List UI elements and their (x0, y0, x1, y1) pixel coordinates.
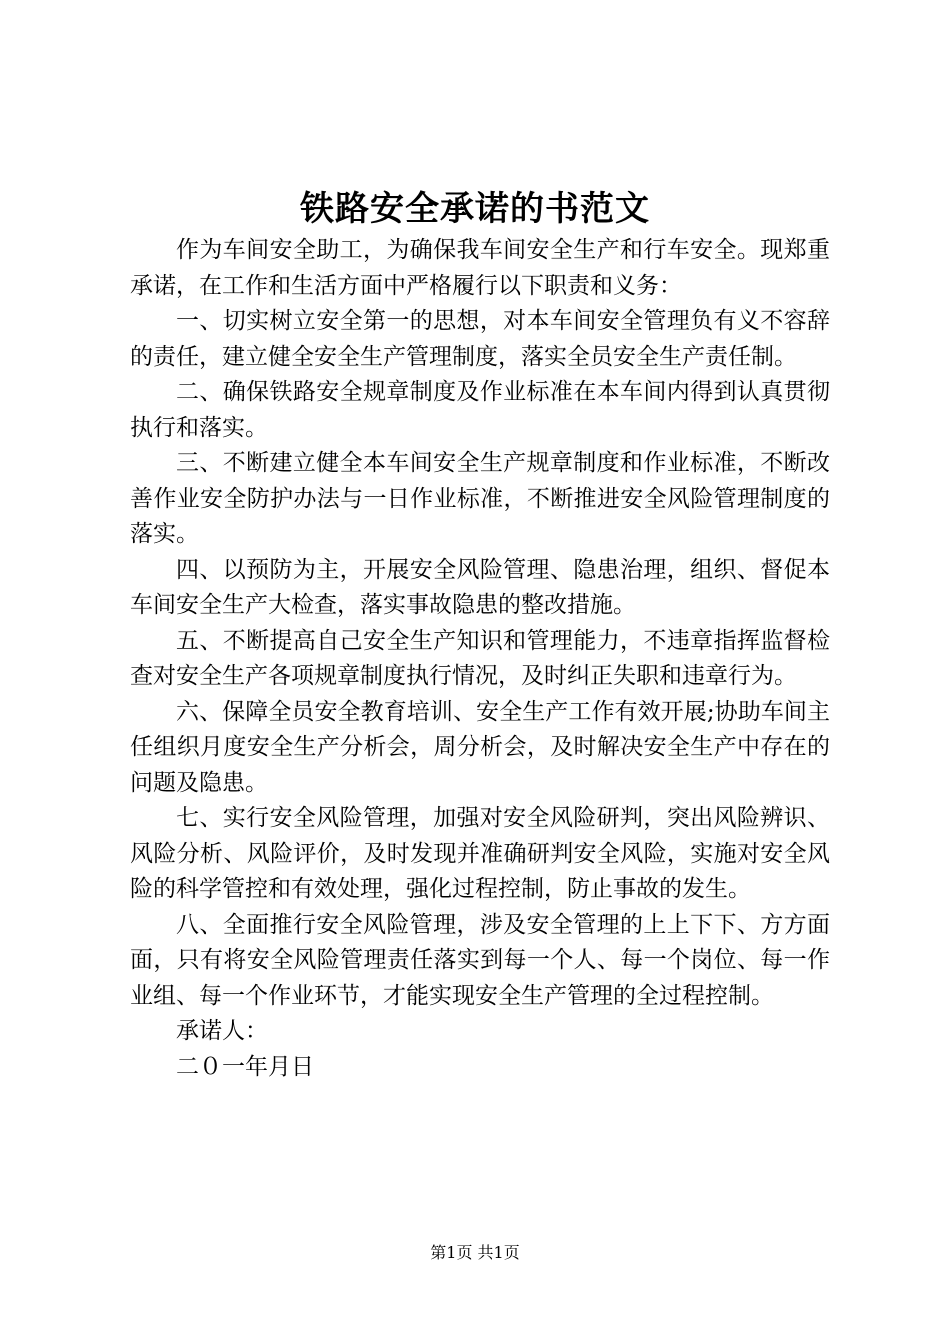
document-body (130, 233, 830, 1085)
paragraph-item-1: 一、切实树立安全第一的思想，对本车间安全管理负有义不容辞的责任，建立健全安全生产管理制度，落实全员安全生产责任制。 (130, 308, 830, 370)
paragraph-item-6: 六、保障全员安全教育培训、安全生产工作有效开展;协助车间主任组织月度安全生产分析会，周分析会，及时解决安全生产中存在的问题及隐患。 (130, 698, 830, 796)
document-title: 铁路安全承诺的书范文 (300, 189, 650, 229)
paragraph-item-3: 三、不断建立健全本车间安全生产规章制度和作业标准，不断改善作业安全防护办法与一日作业标准，不断推进安全风险管理制度的落实。 (130, 450, 830, 547)
signature-label: 承诺人： (176, 1018, 268, 1044)
paragraph-item-7: 七、实行安全风险管理，加强对安全风险研判，突出风险辨识、风险分析、风险评价，及时发现并准确研判安全风险，实施对安全风险的科学管控和有效处理，强化过程控制，防止事故的发生。 (130, 805, 830, 902)
paragraph-intro: 作为车间安全助工，为确保我车间安全生产和行车安全。现郑重承诺，在工作和生活方面中严格履行以下职责和义务： (130, 237, 830, 299)
paragraph-item-8: 八、全面推行安全风险管理，涉及安全管理的上上下下、方方面面，只有将安全风险管理责任落实到每一个人、每一个岗位、每一作业组、每一个作业环节，才能实现安全生产管理的全过程控制。 (130, 911, 830, 1009)
paragraph-item-5: 五、不断提高自己安全生产知识和管理能力，不违章指挥监督检查对安全生产各项规章制度执行情况，及时纠正失职和违章行为。 (130, 627, 830, 689)
page-footer: 第1页 共1页 (430, 1243, 520, 1262)
paragraph-item-2: 二、确保铁路安全规章制度及作业标准在本车间内得到认真贯彻执行和落实。 (130, 379, 830, 441)
date-line: 二０一年月日 (176, 1053, 314, 1080)
paragraph-item-4: 四、以预防为主，开展安全风险管理、隐患治理，组织、督促本车间安全生产大检查，落实事故隐患的整改措施。 (130, 556, 830, 618)
